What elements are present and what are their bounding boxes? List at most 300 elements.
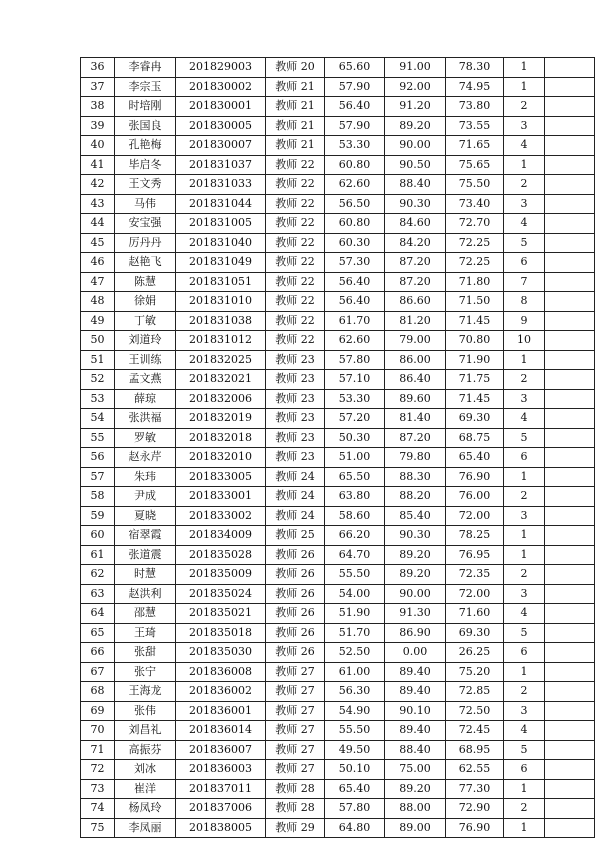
table-row — [81, 506, 595, 526]
score1-cell: 55.50 — [325, 565, 385, 585]
id-cell: 201835009 — [176, 565, 266, 585]
rank-cell: 1 — [504, 350, 545, 370]
score2-cell: 86.40 — [385, 370, 446, 390]
note-cell — [545, 526, 595, 546]
name-cell: 刘冰 — [115, 760, 176, 780]
row-number: 39 — [81, 116, 115, 136]
score1-cell: 57.90 — [325, 116, 385, 136]
teacher-cell: 教师 27 — [266, 721, 325, 741]
name-cell: 尹成 — [115, 487, 176, 507]
id-cell: 201837011 — [176, 779, 266, 799]
id-cell: 201832021 — [176, 370, 266, 390]
id-cell: 201836008 — [176, 662, 266, 682]
total-cell: 62.55 — [446, 760, 504, 780]
name-cell: 王琦 — [115, 623, 176, 643]
row-number: 60 — [81, 526, 115, 546]
teacher-cell: 教师 22 — [266, 155, 325, 175]
total-cell: 73.40 — [446, 194, 504, 214]
table-row — [81, 175, 595, 195]
rank-cell: 5 — [504, 623, 545, 643]
total-cell: 75.50 — [446, 175, 504, 195]
id-cell: 201836007 — [176, 740, 266, 760]
note-cell — [545, 116, 595, 136]
rank-cell: 3 — [504, 584, 545, 604]
table-row — [81, 799, 595, 819]
rank-cell: 1 — [504, 526, 545, 546]
total-cell: 71.65 — [446, 136, 504, 156]
teacher-cell: 教师 28 — [266, 779, 325, 799]
teacher-cell: 教师 27 — [266, 760, 325, 780]
note-cell — [545, 194, 595, 214]
total-cell: 78.30 — [446, 58, 504, 78]
total-cell: 72.35 — [446, 565, 504, 585]
teacher-cell: 教师 27 — [266, 740, 325, 760]
rank-cell: 1 — [504, 467, 545, 487]
name-cell: 李凤丽 — [115, 818, 176, 838]
id-cell: 201832010 — [176, 448, 266, 468]
note-cell — [545, 428, 595, 448]
rank-cell: 9 — [504, 311, 545, 331]
score1-cell: 57.30 — [325, 253, 385, 273]
name-cell: 李睿冉 — [115, 58, 176, 78]
rank-cell: 1 — [504, 818, 545, 838]
table-row — [81, 584, 595, 604]
rank-cell: 2 — [504, 175, 545, 195]
rank-cell: 8 — [504, 292, 545, 312]
note-cell — [545, 467, 595, 487]
teacher-cell: 教师 23 — [266, 370, 325, 390]
name-cell: 罗敏 — [115, 428, 176, 448]
note-cell — [545, 799, 595, 819]
note-cell — [545, 409, 595, 429]
total-cell: 71.60 — [446, 604, 504, 624]
row-number: 69 — [81, 701, 115, 721]
name-cell: 王海龙 — [115, 682, 176, 702]
teacher-cell: 教师 22 — [266, 233, 325, 253]
id-cell: 201835021 — [176, 604, 266, 624]
rank-cell: 1 — [504, 779, 545, 799]
teacher-cell: 教师 22 — [266, 194, 325, 214]
rank-cell: 5 — [504, 428, 545, 448]
total-cell: 72.70 — [446, 214, 504, 234]
name-cell: 高振芬 — [115, 740, 176, 760]
total-cell: 71.75 — [446, 370, 504, 390]
note-cell — [545, 370, 595, 390]
rank-cell: 1 — [504, 545, 545, 565]
teacher-cell: 教师 26 — [266, 643, 325, 663]
row-number: 49 — [81, 311, 115, 331]
teacher-cell: 教师 21 — [266, 97, 325, 117]
name-cell: 张甜 — [115, 643, 176, 663]
name-cell: 孔艳梅 — [115, 136, 176, 156]
note-cell — [545, 155, 595, 175]
total-cell: 76.90 — [446, 818, 504, 838]
id-cell: 201830007 — [176, 136, 266, 156]
score1-cell: 58.60 — [325, 506, 385, 526]
score2-cell: 89.20 — [385, 779, 446, 799]
total-cell: 74.95 — [446, 77, 504, 97]
id-cell: 201832019 — [176, 409, 266, 429]
score1-cell: 60.80 — [325, 155, 385, 175]
id-cell: 201831051 — [176, 272, 266, 292]
score1-cell: 53.30 — [325, 389, 385, 409]
table-row — [81, 487, 595, 507]
score2-cell: 84.20 — [385, 233, 446, 253]
score2-cell: 81.20 — [385, 311, 446, 331]
name-cell: 陈慧 — [115, 272, 176, 292]
teacher-cell: 教师 23 — [266, 428, 325, 448]
table-row — [81, 565, 595, 585]
score2-cell: 75.00 — [385, 760, 446, 780]
score2-cell: 87.20 — [385, 253, 446, 273]
score1-cell: 53.30 — [325, 136, 385, 156]
teacher-cell: 教师 22 — [266, 311, 325, 331]
teacher-cell: 教师 22 — [266, 331, 325, 351]
note-cell — [545, 272, 595, 292]
row-number: 40 — [81, 136, 115, 156]
name-cell: 王文秀 — [115, 175, 176, 195]
total-cell: 78.25 — [446, 526, 504, 546]
total-cell: 72.50 — [446, 701, 504, 721]
name-cell: 杨凤玲 — [115, 799, 176, 819]
total-cell: 71.45 — [446, 311, 504, 331]
table-row — [81, 623, 595, 643]
total-cell: 76.00 — [446, 487, 504, 507]
name-cell: 张宁 — [115, 662, 176, 682]
score1-cell: 51.00 — [325, 448, 385, 468]
score2-cell: 90.50 — [385, 155, 446, 175]
id-cell: 201831033 — [176, 175, 266, 195]
table-row — [81, 779, 595, 799]
table-row — [81, 389, 595, 409]
row-number: 73 — [81, 779, 115, 799]
score1-cell: 65.60 — [325, 58, 385, 78]
score2-cell: 89.40 — [385, 662, 446, 682]
row-number: 41 — [81, 155, 115, 175]
score1-cell: 65.50 — [325, 467, 385, 487]
note-cell — [545, 584, 595, 604]
note-cell — [545, 389, 595, 409]
teacher-cell: 教师 23 — [266, 350, 325, 370]
id-cell: 201832006 — [176, 389, 266, 409]
total-cell: 72.45 — [446, 721, 504, 741]
row-number: 67 — [81, 662, 115, 682]
teacher-cell: 教师 22 — [266, 175, 325, 195]
id-cell: 201830005 — [176, 116, 266, 136]
score2-cell: 91.00 — [385, 58, 446, 78]
row-number: 37 — [81, 77, 115, 97]
score2-cell: 79.00 — [385, 331, 446, 351]
rank-cell: 6 — [504, 448, 545, 468]
table-row — [81, 428, 595, 448]
id-cell: 201836001 — [176, 701, 266, 721]
note-cell — [545, 779, 595, 799]
table-row — [81, 370, 595, 390]
rank-cell: 5 — [504, 233, 545, 253]
table-row — [81, 409, 595, 429]
teacher-cell: 教师 26 — [266, 584, 325, 604]
name-cell: 时培刚 — [115, 97, 176, 117]
score2-cell: 89.60 — [385, 389, 446, 409]
score2-cell: 90.10 — [385, 701, 446, 721]
score2-cell: 79.80 — [385, 448, 446, 468]
table-row — [81, 194, 595, 214]
id-cell: 201836002 — [176, 682, 266, 702]
rank-cell: 1 — [504, 155, 545, 175]
score1-cell: 56.40 — [325, 97, 385, 117]
teacher-cell: 教师 28 — [266, 799, 325, 819]
teacher-cell: 教师 21 — [266, 77, 325, 97]
id-cell: 201833005 — [176, 467, 266, 487]
score2-cell: 90.30 — [385, 194, 446, 214]
id-cell: 201835024 — [176, 584, 266, 604]
total-cell: 73.80 — [446, 97, 504, 117]
id-cell: 201831010 — [176, 292, 266, 312]
score2-cell: 86.00 — [385, 350, 446, 370]
note-cell — [545, 136, 595, 156]
score2-cell: 88.40 — [385, 175, 446, 195]
id-cell: 201835018 — [176, 623, 266, 643]
id-cell: 201831012 — [176, 331, 266, 351]
row-number: 62 — [81, 565, 115, 585]
score1-cell: 50.30 — [325, 428, 385, 448]
total-cell: 71.80 — [446, 272, 504, 292]
name-cell: 赵洪利 — [115, 584, 176, 604]
teacher-cell: 教师 22 — [266, 253, 325, 273]
row-number: 55 — [81, 428, 115, 448]
teacher-cell: 教师 27 — [266, 682, 325, 702]
table-row — [81, 701, 595, 721]
table-row — [81, 292, 595, 312]
table-row — [81, 311, 595, 331]
note-cell — [545, 77, 595, 97]
note-cell — [545, 331, 595, 351]
score1-cell: 60.30 — [325, 233, 385, 253]
row-number: 57 — [81, 467, 115, 487]
note-cell — [545, 701, 595, 721]
total-cell: 65.40 — [446, 448, 504, 468]
table-row — [81, 58, 595, 78]
table-row — [81, 253, 595, 273]
name-cell: 马伟 — [115, 194, 176, 214]
table-row — [81, 116, 595, 136]
name-cell: 时慧 — [115, 565, 176, 585]
name-cell: 夏晓 — [115, 506, 176, 526]
note-cell — [545, 350, 595, 370]
row-number: 72 — [81, 760, 115, 780]
rank-cell: 4 — [504, 214, 545, 234]
id-cell: 201830001 — [176, 97, 266, 117]
total-cell: 76.90 — [446, 467, 504, 487]
note-cell — [545, 565, 595, 585]
id-cell: 201832025 — [176, 350, 266, 370]
id-cell: 201831044 — [176, 194, 266, 214]
row-number: 66 — [81, 643, 115, 663]
note-cell — [545, 233, 595, 253]
rank-cell: 5 — [504, 740, 545, 760]
row-number: 48 — [81, 292, 115, 312]
row-number: 45 — [81, 233, 115, 253]
score1-cell: 57.80 — [325, 799, 385, 819]
table-row — [81, 604, 595, 624]
note-cell — [545, 253, 595, 273]
note-cell — [545, 740, 595, 760]
score2-cell: 0.00 — [385, 643, 446, 663]
total-cell: 69.30 — [446, 623, 504, 643]
note-cell — [545, 448, 595, 468]
table-body — [81, 58, 595, 838]
name-cell: 赵艳飞 — [115, 253, 176, 273]
score2-cell: 88.40 — [385, 740, 446, 760]
note-cell — [545, 760, 595, 780]
row-number: 38 — [81, 97, 115, 117]
score2-cell: 86.60 — [385, 292, 446, 312]
score2-cell: 89.20 — [385, 116, 446, 136]
name-cell: 邵慧 — [115, 604, 176, 624]
table-row — [81, 272, 595, 292]
total-cell: 71.45 — [446, 389, 504, 409]
table-row — [81, 643, 595, 663]
score1-cell: 50.10 — [325, 760, 385, 780]
teacher-cell: 教师 26 — [266, 604, 325, 624]
rank-cell: 2 — [504, 487, 545, 507]
teacher-cell: 教师 24 — [266, 487, 325, 507]
score1-cell: 52.50 — [325, 643, 385, 663]
table-row — [81, 818, 595, 838]
score1-cell: 64.70 — [325, 545, 385, 565]
rank-cell: 3 — [504, 116, 545, 136]
teacher-cell: 教师 23 — [266, 448, 325, 468]
name-cell: 王训练 — [115, 350, 176, 370]
row-number: 47 — [81, 272, 115, 292]
table-row — [81, 682, 595, 702]
row-number: 68 — [81, 682, 115, 702]
table-row — [81, 526, 595, 546]
rank-cell: 3 — [504, 506, 545, 526]
name-cell: 张国良 — [115, 116, 176, 136]
row-number: 42 — [81, 175, 115, 195]
rank-cell: 4 — [504, 136, 545, 156]
table-row — [81, 331, 595, 351]
score2-cell: 87.20 — [385, 428, 446, 448]
name-cell: 张伟 — [115, 701, 176, 721]
score1-cell: 62.60 — [325, 175, 385, 195]
table-row — [81, 77, 595, 97]
rank-cell: 6 — [504, 253, 545, 273]
rank-cell: 6 — [504, 760, 545, 780]
total-cell: 77.30 — [446, 779, 504, 799]
row-number: 36 — [81, 58, 115, 78]
table-row — [81, 350, 595, 370]
note-cell — [545, 721, 595, 741]
row-number: 58 — [81, 487, 115, 507]
score1-cell: 64.80 — [325, 818, 385, 838]
row-number: 75 — [81, 818, 115, 838]
row-number: 63 — [81, 584, 115, 604]
id-cell: 201831038 — [176, 311, 266, 331]
name-cell: 宿翠霞 — [115, 526, 176, 546]
rank-cell: 1 — [504, 77, 545, 97]
row-number: 50 — [81, 331, 115, 351]
score2-cell: 90.30 — [385, 526, 446, 546]
score1-cell: 56.40 — [325, 272, 385, 292]
note-cell — [545, 175, 595, 195]
rank-cell: 2 — [504, 682, 545, 702]
table-row — [81, 97, 595, 117]
score2-cell: 91.30 — [385, 604, 446, 624]
id-cell: 201833001 — [176, 487, 266, 507]
total-cell: 75.20 — [446, 662, 504, 682]
id-cell: 201835028 — [176, 545, 266, 565]
id-cell: 201836014 — [176, 721, 266, 741]
table-row — [81, 448, 595, 468]
teacher-cell: 教师 29 — [266, 818, 325, 838]
id-cell: 201830002 — [176, 77, 266, 97]
rank-cell: 1 — [504, 58, 545, 78]
score2-cell: 84.60 — [385, 214, 446, 234]
row-number: 59 — [81, 506, 115, 526]
row-number: 56 — [81, 448, 115, 468]
score1-cell: 54.00 — [325, 584, 385, 604]
note-cell — [545, 97, 595, 117]
teacher-cell: 教师 25 — [266, 526, 325, 546]
name-cell: 丁敏 — [115, 311, 176, 331]
rank-cell: 2 — [504, 799, 545, 819]
rank-cell: 2 — [504, 565, 545, 585]
note-cell — [545, 818, 595, 838]
score2-cell: 89.20 — [385, 545, 446, 565]
score1-cell: 57.10 — [325, 370, 385, 390]
total-cell: 72.90 — [446, 799, 504, 819]
rank-cell: 4 — [504, 409, 545, 429]
table-row — [81, 662, 595, 682]
rank-cell: 10 — [504, 331, 545, 351]
score2-cell: 90.00 — [385, 584, 446, 604]
row-number: 43 — [81, 194, 115, 214]
note-cell — [545, 292, 595, 312]
score1-cell: 57.90 — [325, 77, 385, 97]
teacher-cell: 教师 23 — [266, 409, 325, 429]
score2-cell: 81.40 — [385, 409, 446, 429]
score2-cell: 88.00 — [385, 799, 446, 819]
name-cell: 崔洋 — [115, 779, 176, 799]
id-cell: 201838005 — [176, 818, 266, 838]
teacher-cell: 教师 24 — [266, 506, 325, 526]
rank-cell: 6 — [504, 643, 545, 663]
name-cell: 刘昌礼 — [115, 721, 176, 741]
note-cell — [545, 682, 595, 702]
name-cell: 孟文燕 — [115, 370, 176, 390]
score1-cell: 63.80 — [325, 487, 385, 507]
row-number: 54 — [81, 409, 115, 429]
row-number: 61 — [81, 545, 115, 565]
table-row — [81, 136, 595, 156]
name-cell: 薛琼 — [115, 389, 176, 409]
score1-cell: 51.70 — [325, 623, 385, 643]
total-cell: 72.25 — [446, 233, 504, 253]
rank-cell: 1 — [504, 662, 545, 682]
table-row — [81, 545, 595, 565]
total-cell: 69.30 — [446, 409, 504, 429]
score2-cell: 92.00 — [385, 77, 446, 97]
name-cell: 安宝强 — [115, 214, 176, 234]
teacher-cell: 教师 21 — [266, 116, 325, 136]
name-cell: 朱玮 — [115, 467, 176, 487]
row-number: 70 — [81, 721, 115, 741]
score1-cell: 66.20 — [325, 526, 385, 546]
id-cell: 201831049 — [176, 253, 266, 273]
row-number: 46 — [81, 253, 115, 273]
